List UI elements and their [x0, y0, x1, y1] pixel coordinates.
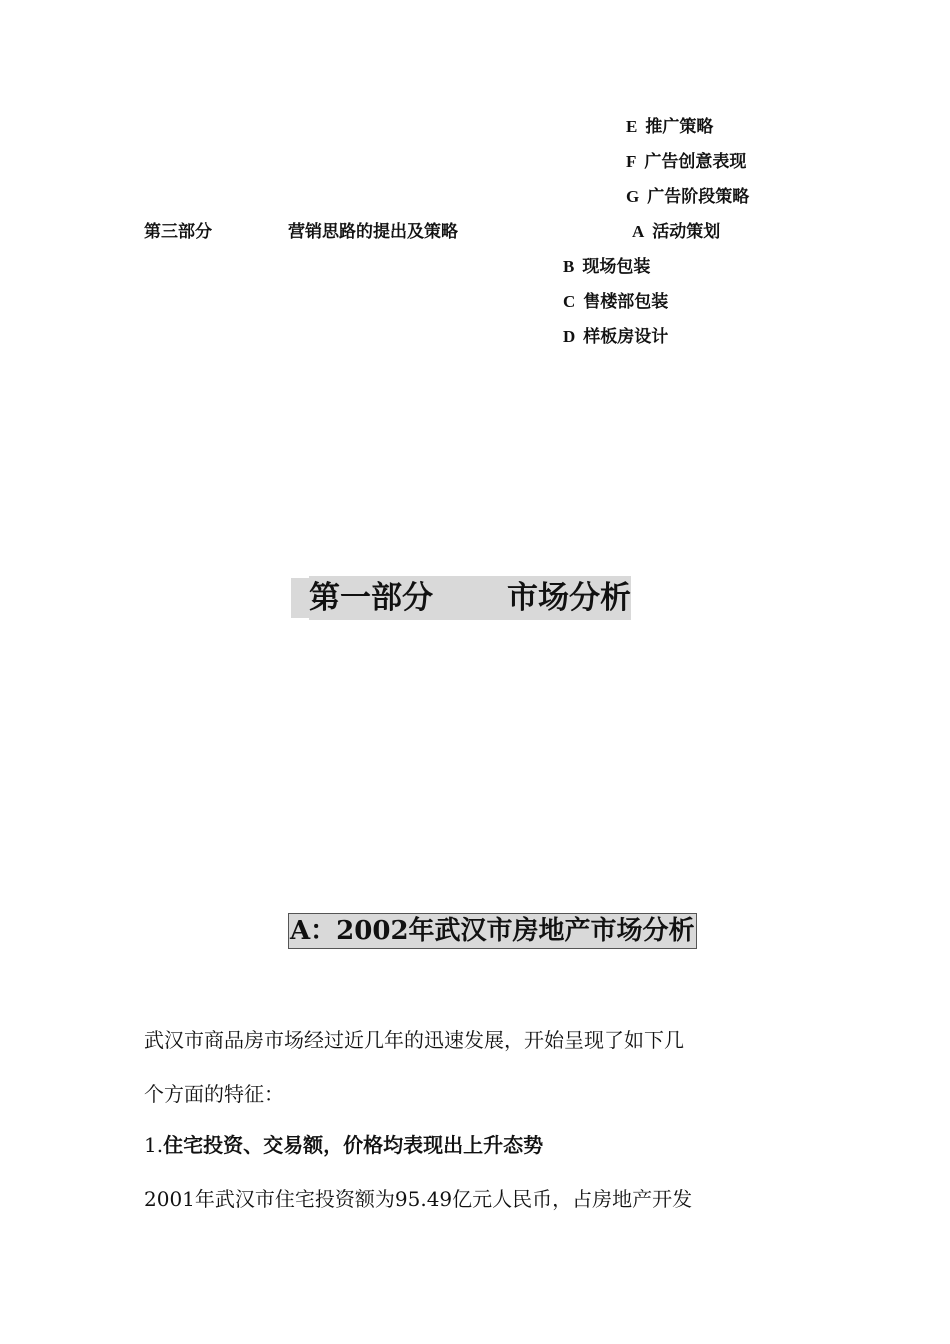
part1-shade-left: [291, 578, 309, 618]
toc-label: 广告阶段策略: [647, 187, 750, 207]
part1-heading: [309, 576, 631, 620]
toc-item-g: [626, 186, 749, 208]
part1-label: 第一部分: [309, 576, 433, 620]
intro-line-2: 个方面的特征：: [144, 1082, 284, 1106]
toc-letter: G: [626, 187, 640, 206]
toc-letter: A: [632, 222, 645, 241]
toc-item-a: [632, 221, 720, 243]
toc-label: 推广策略: [645, 117, 714, 137]
toc-letter: D: [563, 327, 576, 346]
toc-item-d: [563, 326, 668, 348]
toc-label: 广告创意表现: [644, 152, 747, 172]
part1-title: 市场分析: [507, 576, 631, 620]
point1-heading: 住宅投资、交易额，价格均表现出上升态势: [163, 1133, 544, 1157]
toc-item-c: [563, 291, 668, 313]
point1-heading-row: [144, 1131, 543, 1159]
toc-letter: E: [626, 117, 638, 136]
toc-letter: B: [563, 257, 575, 276]
toc-label: 现场包装: [582, 257, 651, 277]
point1-number: 1.: [144, 1133, 164, 1157]
toc-item-e: [626, 116, 713, 138]
toc-letter: F: [626, 152, 637, 171]
toc-label: 样板房设计: [583, 327, 669, 347]
toc-part3-title: 营销思路的提出及策略: [288, 222, 458, 242]
section-a-title: A：2002年武汉市房地产市场分析: [288, 913, 697, 949]
part1-gap: [433, 576, 507, 620]
toc-letter: C: [563, 292, 576, 311]
toc-part3-label: 第三部分: [144, 222, 212, 242]
toc-label: 活动策划: [652, 222, 721, 242]
toc-label: 售楼部包装: [583, 292, 669, 312]
intro-line-1: 武汉市商品房市场经过近几年的迅速发展，开始呈现了如下几: [144, 1028, 684, 1052]
toc-item-b: [563, 256, 650, 278]
toc-item-f: [626, 151, 746, 173]
point1-line-1: 2001年武汉市住宅投资额为95.49亿元人民币，占房地产开发: [144, 1187, 693, 1211]
